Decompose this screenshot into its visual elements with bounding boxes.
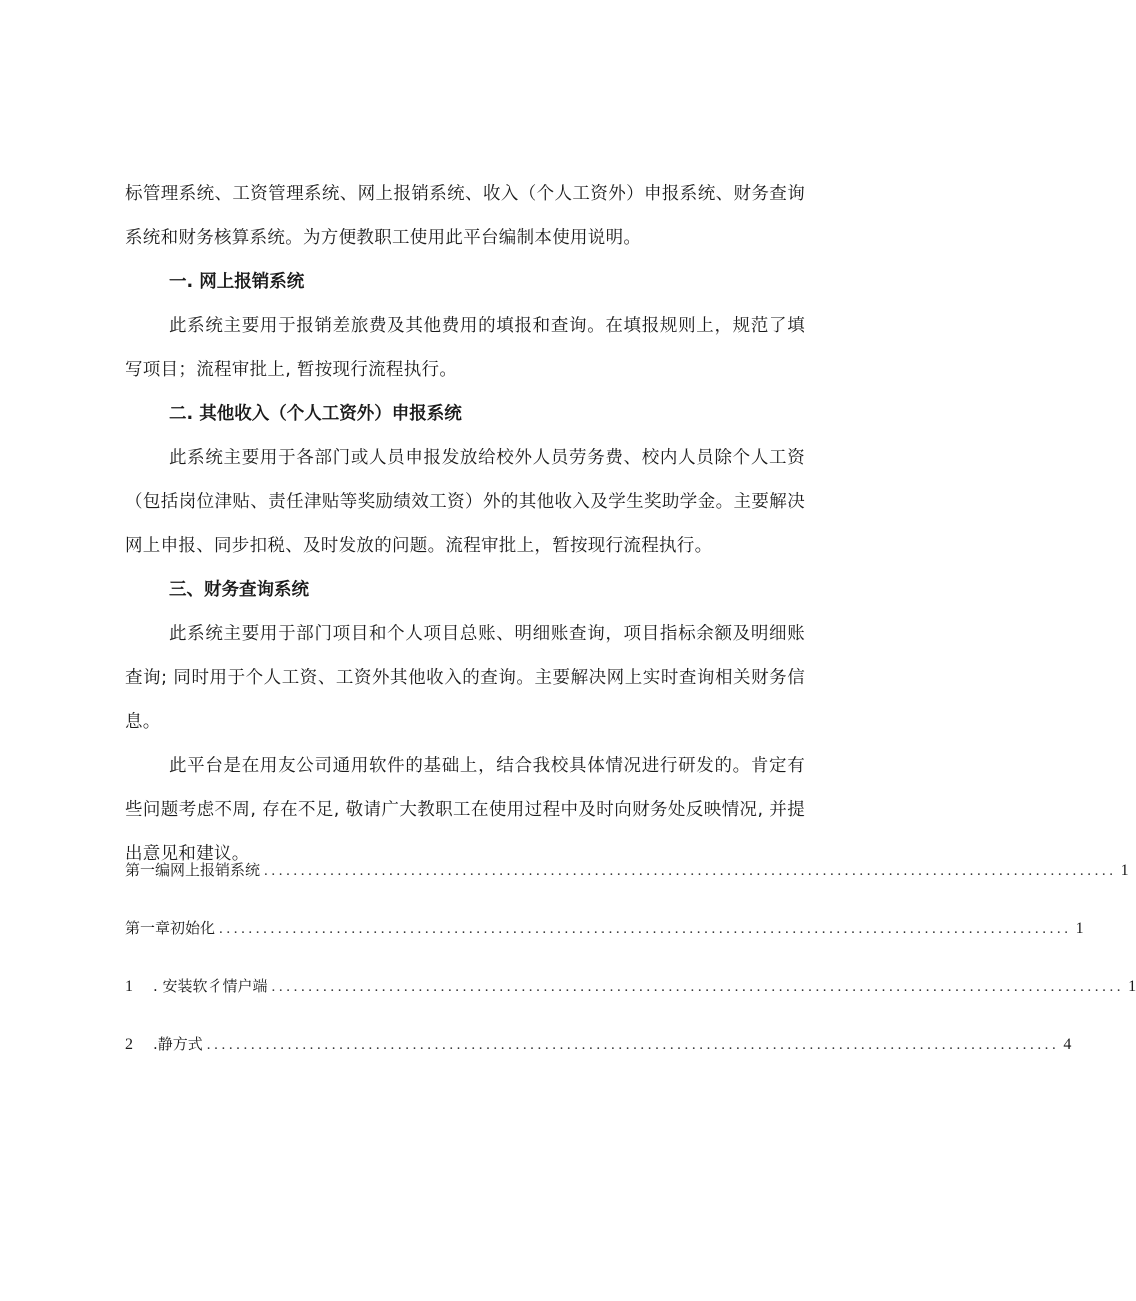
- toc-entry[interactable]: [125, 1031, 1072, 1089]
- document-body: [125, 172, 805, 876]
- toc-entry-label-wrap: [125, 973, 272, 1000]
- section-body-reimbursement: 此系统主要用于报销差旅费及其他费用的填报和查询。在填报规则上，规范了填写项目；流程审批上, 暂按现行流程执行。: [125, 316, 805, 380]
- section-heading-finance-query: 三、财务查询系统: [169, 580, 309, 600]
- section-heading-reimbursement: 一. 网上报销系统: [169, 272, 305, 292]
- toc-entry[interactable]: [125, 915, 1084, 973]
- table-of-contents: [125, 857, 1136, 1089]
- intro-paragraph: 标管理系统、工资管理系统、网上报销系统、收入（个人工资外）申报系统、财务查询系统和财务核算系统。为方便教职工使用此平台编制本使用说明。: [125, 184, 805, 248]
- closing-paragraph: 此平台是在用友公司通用软件的基础上，结合我校具体情况进行研发的。肯定有些问题考虑不周, 存在不足, 敬请广大教职工在使用过程中及时向财务处反映情况, 并提出意见和建议。: [125, 756, 805, 864]
- toc-entry-page: 1: [1128, 978, 1136, 995]
- toc-entry-page: 1: [1120, 862, 1129, 879]
- toc-leader-dots: ....................................................................................................................: [219, 921, 1072, 937]
- section-body-finance-query: 此系统主要用于部门项目和个人项目总账、明细账查询，项目指标余额及明细账查询; 同时用于个人工资、工资外其他收入的查询。主要解决网上实时查询相关财务信息。: [125, 624, 805, 732]
- toc-entry[interactable]: [125, 857, 1129, 915]
- toc-entry[interactable]: [125, 973, 1136, 1031]
- section-heading-other-income: 二. 其他收入（个人工资外）申报系统: [169, 404, 462, 424]
- toc-leader-dots: ....................................................................................................................: [271, 979, 1125, 995]
- section-body-other-income: 此系统主要用于各部门或人员申报发放给校外人员劳务费、校内人员除个人工资（包括岗位津贴、责任津贴等奖励绩效工资）外的其他收入及学生奖助学金。主要解决网上申报、同步扣税、及时发放的问题。流程审批上，暂按现行流程执行。: [125, 448, 805, 556]
- toc-entry-number: 2: [125, 1036, 133, 1053]
- toc-entry-label: 第一编网上报销系统: [125, 861, 261, 879]
- toc-entry-label-wrap: [125, 1031, 207, 1058]
- toc-entry-label: 第一章初始化: [125, 919, 216, 937]
- toc-leader-dots: ....................................................................................................................: [264, 863, 1117, 879]
- toc-leader-dots: ....................................................................................................................: [206, 1037, 1060, 1053]
- toc-entry-page: 1: [1075, 920, 1084, 937]
- toc-entry-label: . 安装软彳情户端: [153, 977, 268, 995]
- toc-entry-label: .静方式: [153, 1035, 203, 1053]
- toc-entry-number: 1: [125, 978, 133, 995]
- toc-entry-page: 4: [1063, 1036, 1072, 1053]
